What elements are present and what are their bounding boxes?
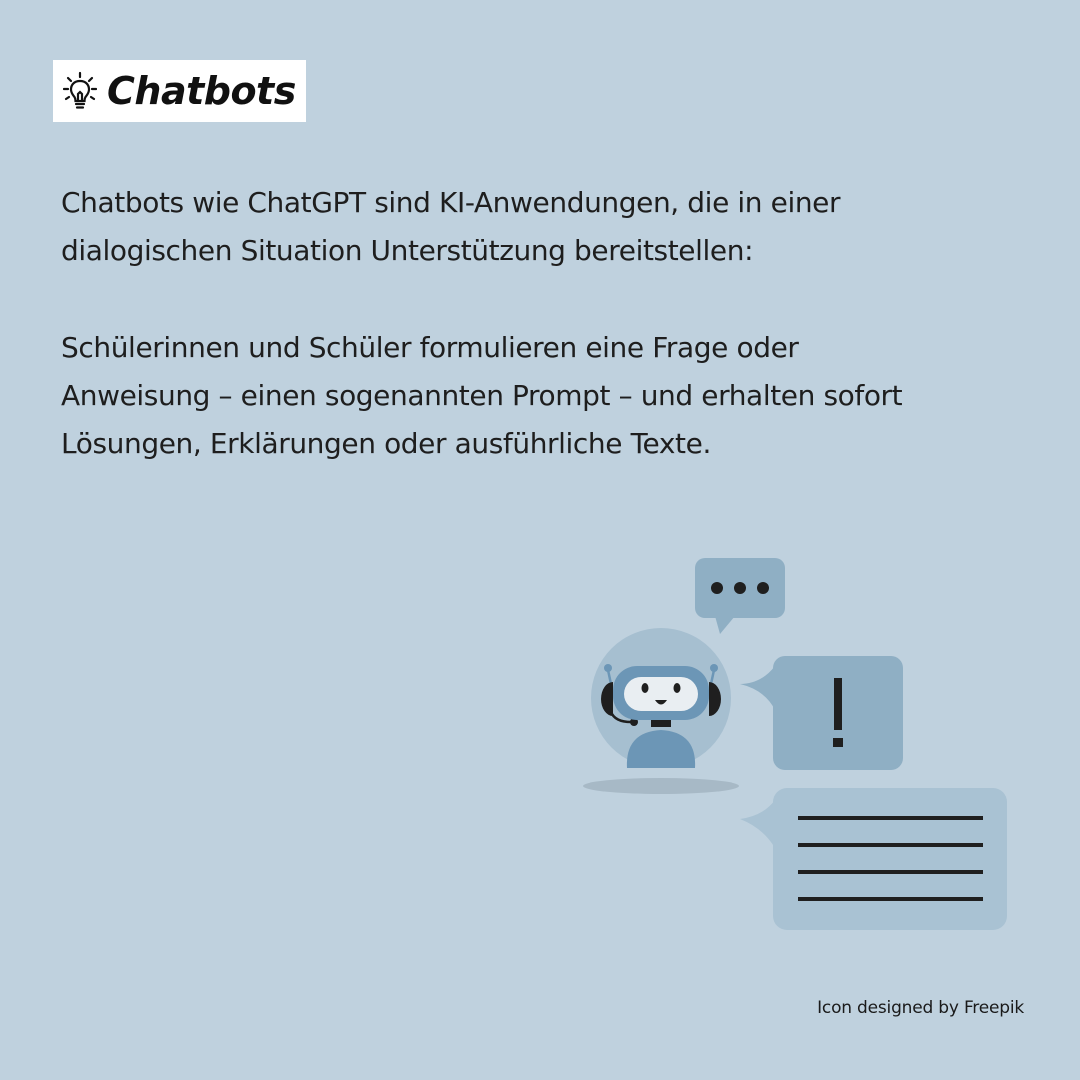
detail-line-2: Anweisung – einen sogenannten Prompt – und erhalten sofort — [61, 379, 903, 412]
detail-paragraph — [61, 324, 961, 468]
title-box — [53, 60, 306, 122]
lightbulb-icon — [63, 71, 97, 111]
intro-line-1: Chatbots wie ChatGPT sind KI-Anwendungen, die in einer — [61, 186, 841, 219]
intro-line-2: dialogischen Situation Unterstützung bereitstellen: — [61, 234, 754, 267]
detail-line-1: Schülerinnen und Schüler formulieren eine Frage oder — [61, 331, 799, 364]
detail-line-3: Lösungen, Erklärungen oder ausführliche Texte. — [61, 427, 711, 460]
intro-paragraph — [61, 179, 921, 275]
text-lines-bubble-icon — [740, 788, 1007, 930]
page-title: Chatbots — [107, 69, 296, 113]
robot-shadow — [583, 778, 739, 794]
typing-bubble-icon — [695, 558, 785, 634]
exclamation-bubble-icon — [740, 656, 903, 770]
icon-credit: Icon designed by Freepik — [817, 998, 1024, 1018]
chatbot-illustration — [575, 550, 1015, 940]
chatbot-robot-icon — [591, 628, 731, 768]
